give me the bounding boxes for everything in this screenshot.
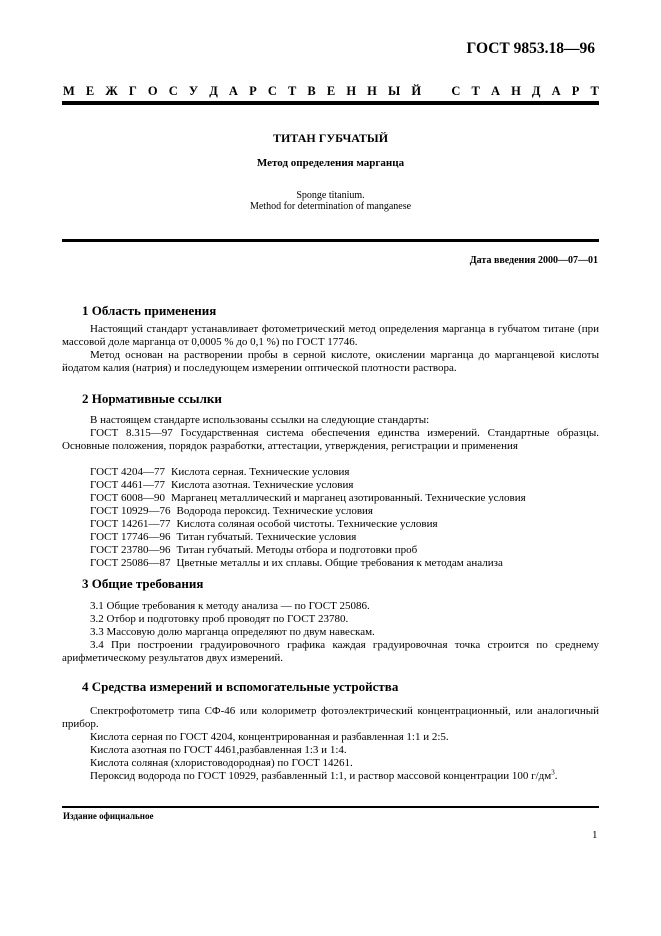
clause-3-2: 3.2 Отбор и подготовку проб проводят по ГОСТ 23780. [90, 613, 349, 625]
reference-title: Титан губчатый. Методы отбора и подготовки проб [176, 544, 418, 556]
reference-code: ГОСТ 4204—77 [90, 466, 165, 478]
section-4-body [62, 705, 599, 783]
section-4-heading: 4 Средства измерений и вспомогательные устройства [82, 679, 399, 694]
footer-rule [62, 806, 599, 808]
standard-category [63, 84, 599, 99]
section-3-heading: 3 Общие требования [82, 576, 204, 591]
reference-title: Кислота соляная особой чистоты. Технические условия [176, 518, 438, 530]
clause-3-1: 3.1 Общие требования к методу анализа — по ГОСТ 25086. [90, 600, 370, 612]
paragraph: Метод основан на растворении пробы в серной кислоте, окислении марганца до марганцевой кислоты йодатом калия (натрия) и последующем измерении оптической плотности раствора. [62, 349, 599, 374]
category-letter: М [63, 84, 75, 98]
reference-gost-8-315: ГОСТ 8.315—97 Государственная система обеспечения единства измерений. Стандартные образцы. Основные положения, порядок разработки, аттестации, утверждения, регистрации и применения [62, 427, 599, 452]
reference-code: ГОСТ 14261—77 [90, 518, 171, 530]
category-letter: Н [346, 84, 357, 98]
reference-code: ГОСТ 10929—76 [90, 505, 171, 517]
reference-code: ГОСТ 17746—96 [90, 531, 171, 543]
official-edition-label: Издание официальное [63, 811, 154, 821]
paragraph: Кислота азотная по ГОСТ 4461,разбавленная 1:3 и 1:4. [90, 744, 347, 756]
category-letter: А [228, 84, 238, 98]
section-2-heading: 2 Нормативные ссылки [82, 391, 222, 406]
paragraph-text: Пероксид водорода по ГОСТ 10929, разбавленный 1:1, и раствор массовой концентрации 100 г/дм [90, 770, 552, 782]
category-letter: Г [128, 84, 137, 98]
paragraph: В настоящем стандарте использованы ссылки на следующие стандарты: [90, 414, 430, 426]
category-letter: Д [531, 84, 541, 98]
paragraph: Спектрофотометр типа СФ-46 или колориметр фотоэлектрический концентрационный, или аналогичный прибор. [62, 705, 599, 730]
reference-item [62, 479, 599, 492]
category-letter: В [307, 84, 316, 98]
reference-code: ГОСТ 23780—96 [90, 544, 171, 556]
category-letter: Т [287, 84, 297, 98]
category-letter: Е [85, 84, 95, 98]
category-letter: Ж [105, 84, 118, 98]
reference-item [62, 531, 599, 544]
reference-item [62, 466, 599, 479]
section-1-body [62, 323, 599, 375]
category-letter: С [168, 84, 178, 98]
reference-title: Кислота серная. Технические условия [170, 466, 350, 478]
reference-item [62, 544, 599, 557]
document-code: ГОСТ 9853.18—96 [466, 40, 595, 57]
category-letter: А [551, 84, 561, 98]
document-title: ТИТАН ГУБЧАТЫЙ [272, 131, 389, 145]
category-letter [432, 84, 440, 99]
category-letter: Р [571, 84, 580, 98]
category-letter: Р [249, 84, 257, 98]
reference-code: ГОСТ 6008—90 [90, 492, 165, 504]
reference-title: Цветные металлы и их сплавы. Общие требования к методам анализа [176, 557, 503, 569]
reference-list [62, 466, 599, 570]
title-rule [62, 239, 599, 242]
reference-title: Водорода пероксид. Технические условия [176, 505, 373, 517]
english-title [0, 190, 661, 212]
category-letter: Т [590, 84, 599, 98]
category-letter: Е [326, 84, 336, 98]
paragraph: Настоящий стандарт устанавливает фотометрический метод определения марганца в губчатом титане (при массовой доле марганца от 0,0005 % до 0,1 %) по ГОСТ 17746. [62, 323, 599, 348]
category-letter: Н [511, 84, 521, 98]
section-1-heading: 1 Область применения [82, 303, 217, 318]
reference-item [62, 518, 599, 531]
english-title-line2: Method for determination of manganese [249, 201, 412, 212]
category-letter: Ы [388, 84, 401, 98]
paragraph: Кислота серная по ГОСТ 4204, концентрированная и разбавленная 1:1 и 2:5. [90, 731, 449, 743]
clause-3-4: 3.4 При построении градуировочного графика каждая градуировочная точка строится по среднему арифметическому результатов двух измерений. [62, 639, 599, 664]
category-letter: С [267, 84, 277, 98]
document-subtitle: Метод определения марганца [256, 157, 405, 169]
introduction-date: Дата введения 2000—07—01 [469, 255, 598, 266]
english-title-line1: Sponge titanium. [296, 190, 365, 201]
header-rule [62, 101, 599, 105]
category-letter: Й [411, 84, 422, 98]
paragraph-peroxide [62, 770, 599, 783]
reference-item [62, 505, 599, 518]
reference-item [62, 492, 599, 505]
category-letter: Н [367, 84, 377, 98]
reference-code: ГОСТ 25086—87 [90, 557, 171, 569]
paragraph-end: . [554, 770, 558, 782]
reference-item [62, 557, 599, 570]
section-2-intro [62, 414, 599, 453]
category-letter: О [147, 84, 158, 98]
section-3-body [62, 600, 599, 665]
category-letter: С [451, 84, 461, 98]
clause-3-3: 3.3 Массовую долю марганца определяют по двум навескам. [90, 626, 375, 638]
page-number: 1 [592, 829, 598, 841]
category-letter: Д [209, 84, 218, 98]
superscript: 3 [551, 768, 555, 777]
paragraph: Кислота соляная (хлористоводородная) по ГОСТ 14261. [90, 757, 353, 769]
reference-title: Титан губчатый. Технические условия [176, 531, 357, 543]
category-letter: Т [471, 84, 480, 98]
category-letter: У [188, 84, 199, 98]
reference-title: Кислота азотная. Технические условия [170, 479, 354, 491]
reference-title: Марганец металлический и марганец азотированный. Технические условия [170, 492, 526, 504]
category-letter: А [490, 84, 500, 98]
reference-code: ГОСТ 4461—77 [90, 479, 165, 491]
